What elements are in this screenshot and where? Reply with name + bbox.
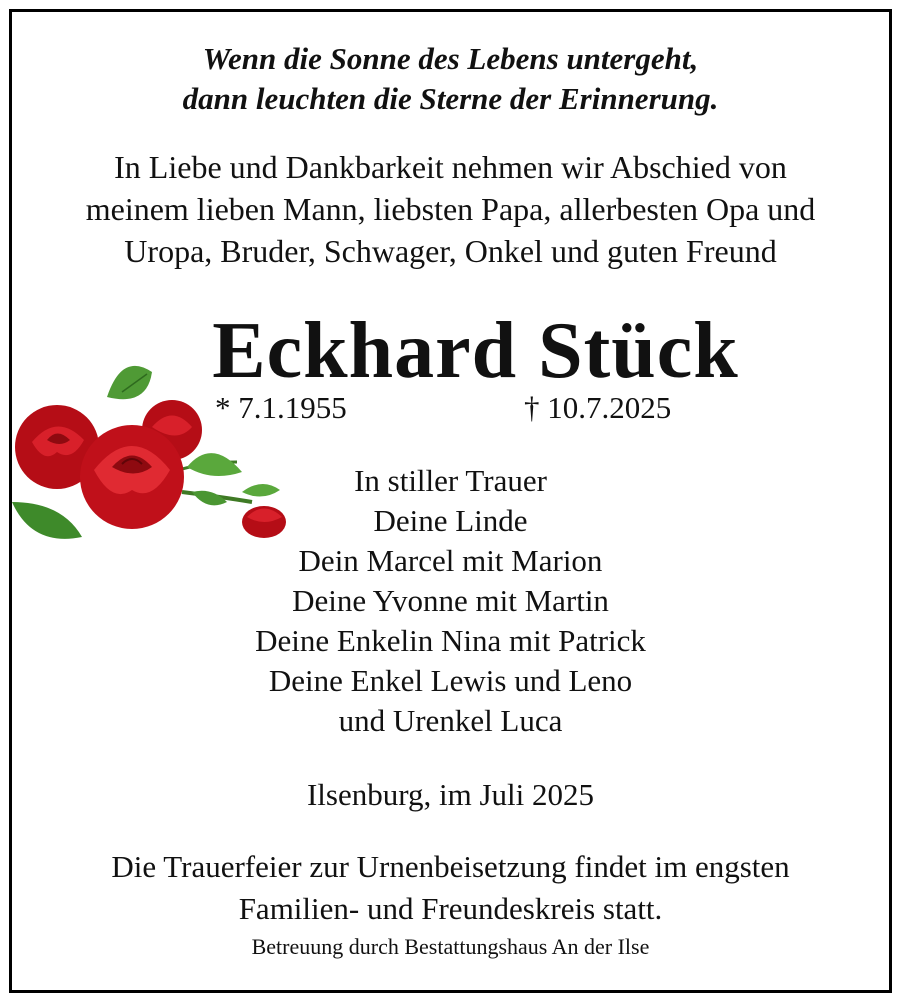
mourner-5: Deine Enkel Lewis und Leno [268,663,633,698]
obituary-card [9,9,892,993]
ceremony-line-1: Die Trauerfeier zur Urnenbeisetzung findet im engsten [111,849,790,884]
mourning-heading: In stiller Trauer [354,463,547,498]
place-date: Ilsenburg, im Juli 2025 [306,777,595,812]
mourner-4: Deine Enkelin Nina mit Patrick [255,623,646,658]
quote-line-2: dann leuchten die Sterne der Erinnerung. [182,81,719,116]
mourner-6: und Urenkel Luca [338,703,563,738]
intro-line-2: meinem lieben Mann, liebsten Papa, allerbesten Opa und [85,191,816,227]
deceased-name: Eckhard Stück [212,307,739,395]
intro-line-3: Uropa, Bruder, Schwager, Onkel und guten Freund [124,233,777,269]
mourner-2: Dein Marcel mit Marion [298,543,603,578]
mourner-3: Deine Yvonne mit Martin [292,583,609,618]
death-date: † 10.7.2025 [524,390,672,425]
quote-line-1: Wenn die Sonne des Lebens untergeht, [202,41,699,76]
ceremony-line-2: Familien- und Freundeskreis statt. [238,891,663,926]
mourner-1: Deine Linde [373,503,528,538]
undertaker-note: Betreuung durch Bestattungshaus An der Ilse [251,934,650,959]
birth-date: * 7.1.1955 [215,390,347,425]
intro-line-1: In Liebe und Dankbarkeit nehmen wir Abschied von [114,149,787,185]
